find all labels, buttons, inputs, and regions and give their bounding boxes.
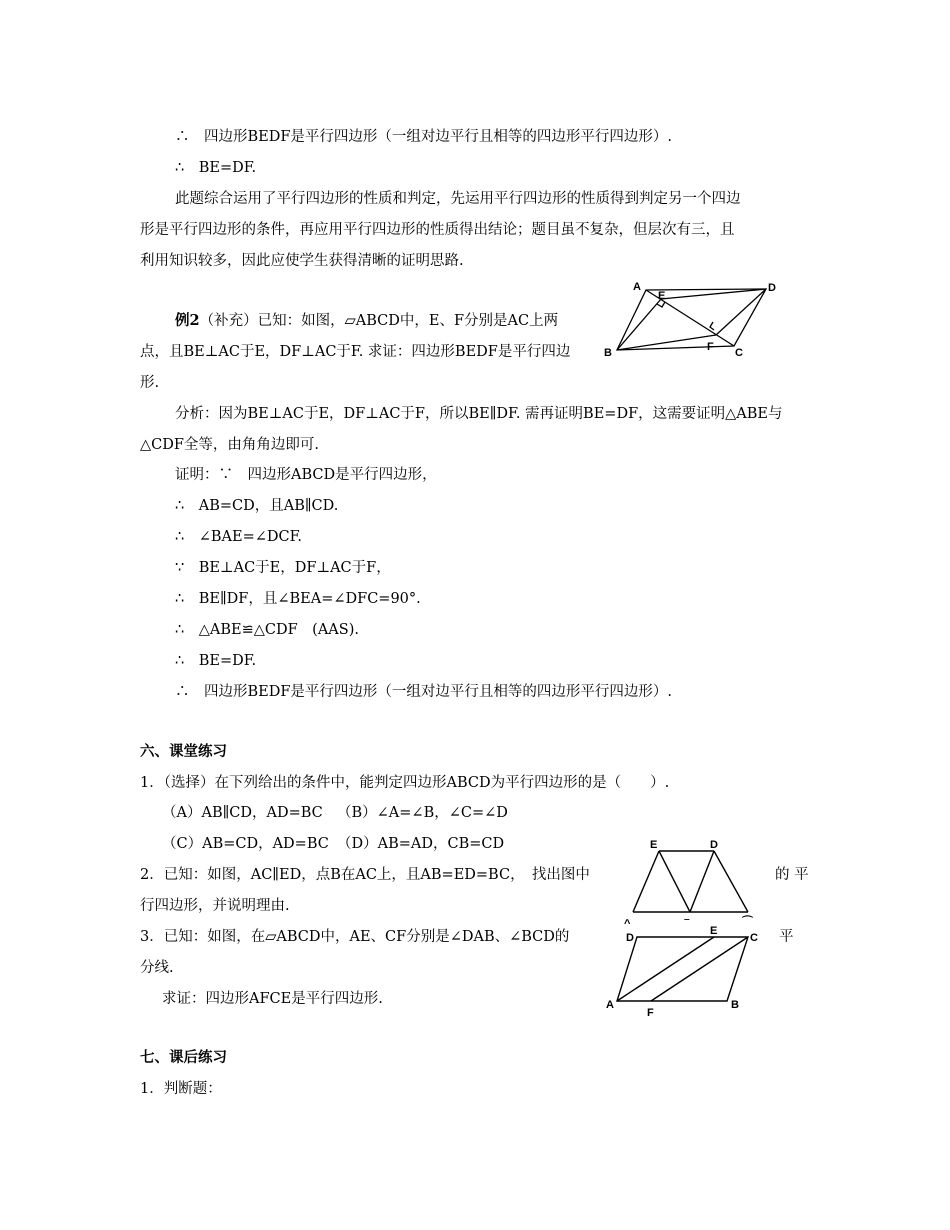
vertex-label-b: B: [604, 347, 612, 359]
option-b: （B）∠A=∠B，∠C=∠D: [337, 805, 508, 821]
example-2-line: [175, 311, 558, 331]
proof-line: ∴ 四边形BEDF是平行四边形（一组对边平行且相等的四边形平行四边形）.: [175, 684, 673, 700]
proof-line: ∴ △ABE≌△CDF (AAS).: [175, 622, 359, 638]
parallelogram-bedf-figure: [600, 276, 790, 362]
point-label-e: E: [710, 925, 718, 937]
point-label-e: E: [658, 290, 666, 302]
question-2-tail: 的 平: [775, 867, 809, 883]
text-line: 利用知识较多，因此应使学生获得清晰的证明思路.: [140, 253, 464, 269]
text-line: 行四边形，并说明理由.: [140, 898, 290, 914]
right-angle-mark-f: [710, 322, 714, 330]
text-line: 形是平行四边形的条件，再应用平行四边形的性质得出结论；题目虽不复杂，但层次有三，且: [140, 222, 735, 238]
vertex-label-d: D: [768, 282, 776, 294]
segment-ae: [633, 851, 659, 912]
text-line: 分析：因为BE⊥AC于E，DF⊥AC于F，所以BE∥DF. 需再证明BE=DF，这需要证明△ABE与: [175, 406, 783, 422]
proof-line: ∴ BE=DF.: [175, 653, 257, 669]
vertex-label-c: C: [750, 932, 758, 944]
section-heading: 六、课堂练习: [140, 743, 227, 760]
vertex-label-a: A: [606, 999, 614, 1011]
proof-line: ∴ ∠BAE=∠DCF.: [175, 529, 303, 545]
proof-line: ∴ BE∥DF，且∠BEA=∠DFC=90°.: [175, 591, 421, 607]
text-line: 求证：四边形AFCE是平行四边形.: [162, 991, 383, 1007]
proof-line: 证明：∵ 四边形ABCD是平行四边形，: [175, 467, 437, 483]
point-label-c: ⌒: [742, 916, 753, 928]
example-2-text: （补充）已知：如图，▱ABCD中，E、F分别是AC上两: [199, 313, 559, 329]
example-2-label: 例2: [175, 312, 200, 329]
segment-eb: [659, 851, 690, 912]
vertex-label-d: D: [626, 932, 634, 944]
vertex-label-a: A: [633, 281, 641, 293]
text-line: ∴ 四边形BEDF是平行四边形（一组对边平行且相等的四边形平行四边形）.: [175, 129, 673, 145]
point-label-f: F: [647, 1007, 654, 1019]
text-line: 分线.: [140, 960, 174, 976]
text-line: △CDF全等，由角角边即可.: [140, 437, 320, 453]
text-line: ∴ BE=DF.: [175, 160, 257, 176]
triangles-figure: [620, 836, 760, 931]
text-line: 1．判断题：: [140, 1081, 222, 1097]
question-1: 1．（选择）在下列给出的条件中，能判定四边形ABCD为平行四边形的是（ ）.: [140, 775, 670, 791]
point-label-d: D: [710, 839, 718, 851]
question-3: 3．已知：如图，在▱ABCD中，AE、CF分别是∠DAB、∠BCD的: [140, 929, 570, 945]
point-label-a: ^: [624, 918, 631, 930]
text-line: 点，且BE⊥AC于E，DF⊥AC于F. 求证：四边形BEDF是平行四边: [140, 344, 571, 360]
text-line: 此题综合运用了平行四边形的性质和判定，先运用平行四边形的性质得到判定另一个四边: [175, 191, 741, 207]
vertex-label-c: C: [735, 347, 743, 359]
segment-df: [716, 289, 766, 335]
section-heading: 七、课后练习: [140, 1049, 227, 1066]
segment-be: [617, 299, 661, 350]
question-2: 2．已知：如图，AC∥ED，点B在AC上，且AB=ED=BC， 找出图中: [140, 867, 590, 883]
segment-ed: [661, 289, 766, 299]
parallelogram-afce-figure: [600, 920, 770, 1019]
point-label-f: F: [707, 341, 714, 353]
option-a: （A）AB∥CD，AD=BC: [162, 805, 323, 821]
proof-line: ∴ AB=CD，且AB∥CD.: [175, 498, 339, 514]
question-3-tail: 平: [779, 929, 794, 945]
proof-line: ∵ BE⊥AC于E，DF⊥AC于F，: [175, 560, 391, 576]
vertex-label-b: B: [731, 999, 739, 1011]
point-label-e: E: [650, 839, 658, 851]
option-c: （C）AB=CD，AD=BC: [162, 836, 329, 852]
segment-bd: [690, 851, 714, 912]
option-d: （D）AB=AD，CB=CD: [337, 836, 505, 852]
text-line: 形.: [140, 375, 160, 391]
segment-dc: [714, 851, 748, 912]
parallelogram-abcd: [617, 937, 748, 1001]
point-label-b: ‾: [685, 919, 689, 931]
